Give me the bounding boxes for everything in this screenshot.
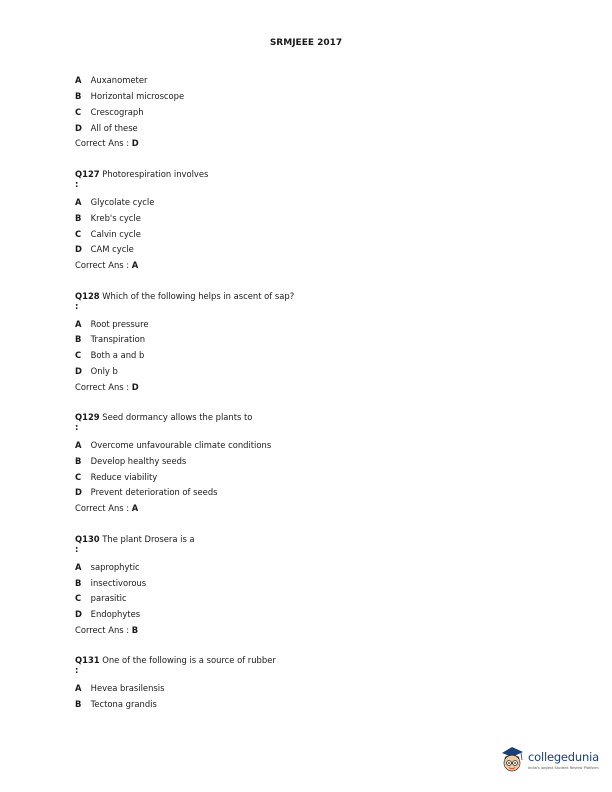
question-stem <box>75 169 208 180</box>
option-text: Transpiration <box>90 334 146 344</box>
option-label: C <box>75 593 82 603</box>
question-text: One of the following is a source of rubber <box>102 655 276 665</box>
option-text: CAM cycle <box>90 244 134 254</box>
option-c <box>75 229 141 240</box>
option-d <box>75 609 140 620</box>
question-colon: : <box>75 422 79 432</box>
option-a <box>75 562 140 573</box>
option-text: insectivorous <box>90 578 147 588</box>
option-text: Overcome unfavourable climate conditions <box>90 440 272 450</box>
option-text: Root pressure <box>90 319 149 329</box>
option-label: D <box>75 244 82 254</box>
option-label: D <box>75 609 82 619</box>
correct-answer-label: Correct Ans : <box>75 382 130 392</box>
option-label: A <box>75 562 82 572</box>
option-text: Crescograph <box>90 107 144 117</box>
question-number: Q127 <box>75 169 100 179</box>
option-a <box>75 75 147 86</box>
option-label: B <box>75 578 82 588</box>
option-label: A <box>75 319 82 329</box>
option-label: B <box>75 213 82 223</box>
question-number: Q128 <box>75 291 100 301</box>
question-text: Seed dormancy allows the plants to <box>102 412 253 422</box>
option-text: Calvin cycle <box>90 229 141 239</box>
correct-answer-value: B <box>131 625 139 635</box>
option-label: D <box>75 123 82 133</box>
option-label: B <box>75 699 82 709</box>
correct-answer <box>75 138 139 149</box>
question-text: Photorespiration involves <box>102 169 209 179</box>
question-stem <box>75 534 195 545</box>
option-text: Prevent deterioration of seeds <box>90 487 218 497</box>
question-stem <box>75 291 294 302</box>
page-title: SRMJEEE 2017 <box>269 38 343 48</box>
question-stem <box>75 412 252 423</box>
correct-answer-value: A <box>131 260 139 270</box>
option-label: A <box>75 197 82 207</box>
question-text: Which of the following helps in ascent of sap? <box>102 291 295 301</box>
question-number: Q130 <box>75 534 100 544</box>
option-a <box>75 197 154 208</box>
question-stem <box>75 655 276 666</box>
correct-answer-label: Correct Ans : <box>75 260 130 270</box>
option-label: D <box>75 366 82 376</box>
option-text: Horizontal microscope <box>90 91 185 101</box>
option-a <box>75 440 271 451</box>
option-label: C <box>75 350 82 360</box>
option-d <box>75 366 118 377</box>
question-text: The plant Drosera is a <box>102 534 195 544</box>
option-d <box>75 123 138 134</box>
question-colon: : <box>75 544 79 554</box>
option-d <box>75 244 134 255</box>
option-b <box>75 334 145 345</box>
option-c <box>75 107 144 118</box>
option-text: saprophytic <box>90 562 140 572</box>
option-text: Develop healthy seeds <box>90 456 187 466</box>
option-label: B <box>75 91 82 101</box>
option-text: parasitic <box>90 593 127 603</box>
correct-answer-label: Correct Ans : <box>75 625 130 635</box>
option-d <box>75 487 218 498</box>
option-text: Only b <box>90 366 118 376</box>
option-text: Reduce viability <box>90 472 158 482</box>
option-text: Tectona grandis <box>90 699 157 709</box>
option-c <box>75 350 144 361</box>
question-colon: : <box>75 301 79 311</box>
collegedunia-logo[interactable] <box>498 744 608 780</box>
question-colon: : <box>75 665 79 675</box>
correct-answer-label: Correct Ans : <box>75 503 130 513</box>
option-c <box>75 472 157 483</box>
option-label: C <box>75 472 82 482</box>
correct-answer-value: D <box>131 382 139 392</box>
option-text: Hevea brasilensis <box>90 683 165 693</box>
option-b <box>75 578 146 589</box>
option-label: D <box>75 487 82 497</box>
correct-answer-label: Correct Ans : <box>75 138 130 148</box>
option-a <box>75 319 148 330</box>
option-label: A <box>75 440 82 450</box>
option-b <box>75 456 186 467</box>
option-label: C <box>75 107 82 117</box>
option-b <box>75 213 141 224</box>
correct-answer <box>75 382 139 393</box>
correct-answer-value: D <box>131 138 139 148</box>
option-text: Glycolate cycle <box>90 197 155 207</box>
option-text: Endophytes <box>90 609 141 619</box>
logo-tagline: India's largest Student Review Platform <box>528 766 599 770</box>
question-number: Q129 <box>75 412 100 422</box>
mascot-icon <box>498 744 526 774</box>
option-label: B <box>75 456 82 466</box>
option-text: Kreb's cycle <box>90 213 141 223</box>
correct-answer <box>75 625 138 636</box>
option-text: Both a and b <box>90 350 145 360</box>
question-number: Q131 <box>75 655 100 665</box>
option-b <box>75 699 157 710</box>
correct-answer-value: A <box>131 503 139 513</box>
correct-answer <box>75 503 138 514</box>
option-b <box>75 91 184 102</box>
question-colon: : <box>75 179 79 189</box>
option-a <box>75 683 164 694</box>
logo-wordmark: collegedunia <box>528 750 599 764</box>
option-label: A <box>75 683 82 693</box>
option-label: C <box>75 229 82 239</box>
correct-answer <box>75 260 138 271</box>
option-label: A <box>75 75 82 85</box>
option-c <box>75 593 127 604</box>
option-text: All of these <box>90 123 138 133</box>
option-label: B <box>75 334 82 344</box>
option-text: Auxanometer <box>90 75 148 85</box>
